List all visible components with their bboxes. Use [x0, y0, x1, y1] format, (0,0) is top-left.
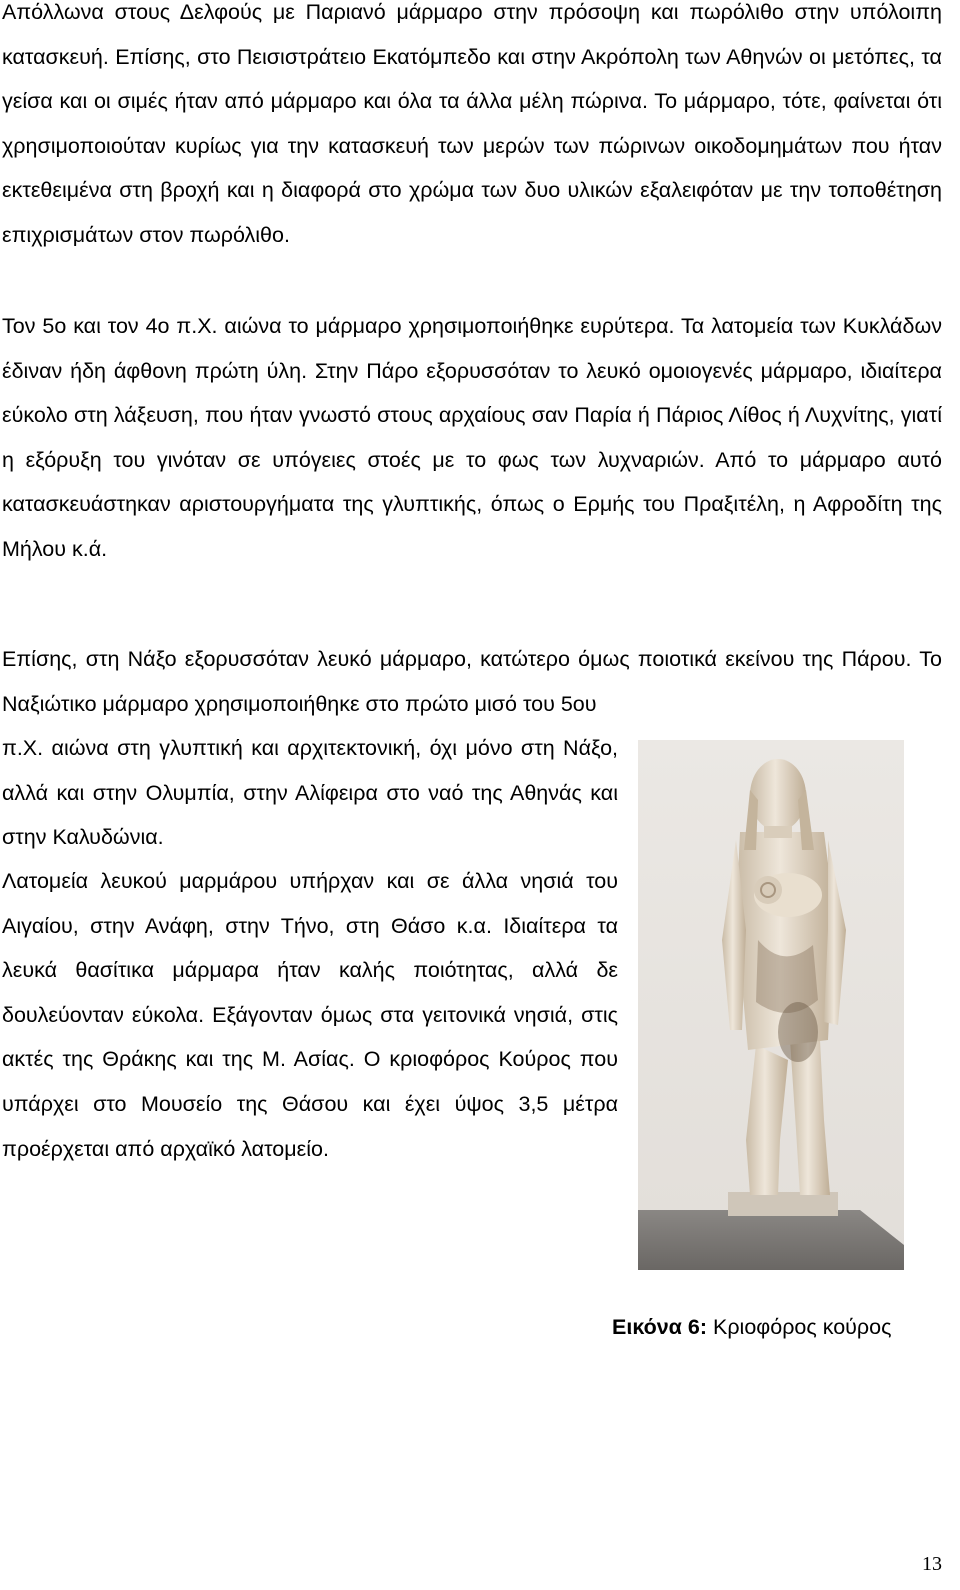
figure-label: Εικόνα 6: — [612, 1315, 707, 1339]
kouros-photo — [638, 740, 904, 1270]
naxos-text-narrow: π.Χ. αιώνα στη γλυπτική και αρχιτεκτονική, όχι μόνο στη Νάξο, αλλά και στην Ολυμπία, στην Αλίφειρα στο ναό της Αθηνάς και στην Καλυδώνια. — [2, 736, 618, 850]
paragraph-delphi-marble: Απόλλωνα στους Δελφούς με Παριανό μάρμαρο στην πρόσοψη και πωρόλιθο στην υπόλοιπη κατασκευή. Επίσης, στο Πεισιστράτειο Εκατόμπεδο και στην Ακρόπολη των Αθηνών οι μετόπες, τα γείσα και οι σιμές ήταν από μάρμαρο και όλα τα άλλα μέλη πώρινα. Το μάρμαρο, τότε, φαίνεται ότι χρησιμοποιούταν κυρίως για την κατασκευή των μερών των πώρινων οικοδομημάτων που ήταν εκτεθειμένα στη βροχή και η διαφορά στο χρώμα των δυο υλικών εξαλειφόταν με την τοποθέτηση επιχρισμάτων στον πωρόλιθο. — [2, 0, 942, 247]
paragraph-cyclades-quarries: Τον 5ο και τον 4ο π.Χ. αιώνα το μάρμαρο χρησιμοποιήθηκε ευρύτερα. Τα λατομεία των Κυκλάδων έδιναν ήδη άφθονη πρώτη ύλη. Στην Πάρο εξορυσσόταν το λευκό ομοιογενές μάρμαρο, ιδιαίτερα εύκολο στη λάξευση, που ήταν γνωστό στους αρχαίους σαν Παρία ή Πάριος Λίθος ή Λυχνίτης, γιατί η εξόρυξη του γινόταν σε υπόγειες στοές με το φως των λυχναριών. Από το μάρμαρο αυτό κατασκευάστηκαν αριστουργήματα της γλυπτικής, όπως ο Ερμής του Πραξιτέλη, η Αφροδίτη της Μήλου κ.ά. — [2, 314, 942, 561]
naxos-text-wide: Επίσης, στη Νάξο εξορυσσόταν λευκό μάρμαρο, κατώτερο όμως ποιοτικά εκείνου της Πάρου. Το Ναξιώτικο μάρμαρο χρησιμοποιήθηκε στο πρώτο μισό του 5ου — [2, 647, 942, 716]
paragraph-thasos-marble: Λατομεία λευκού μαρμάρου υπήρχαν και σε άλλα νησιά του Αιγαίου, στην Ανάφη, στην Τήνο, στη Θάσο κ.α. Ιδιαίτερα τα λευκά θασίτικα μάρμαρα ήταν καλής ποιότητας, αλλά δε δουλεύονταν εύκολα. Εξάγονταν όμως στα γειτονικά νησιά, στις ακτές της Θράκης και της Μ. Ασίας. Ο κριοφόρος Κούρος που υπάρχει στο Μουσείο της Θάσου και έχει ύψος 3,5 μέτρα προέρχεται από αρχαϊκό λατομείο. — [2, 869, 618, 1161]
figure-caption — [612, 1312, 891, 1342]
figure-caption-text: Κριοφόρος κούρος — [712, 1315, 892, 1339]
kriophoros-kouros-image — [638, 740, 904, 1270]
page-number: 13 — [922, 1553, 942, 1575]
